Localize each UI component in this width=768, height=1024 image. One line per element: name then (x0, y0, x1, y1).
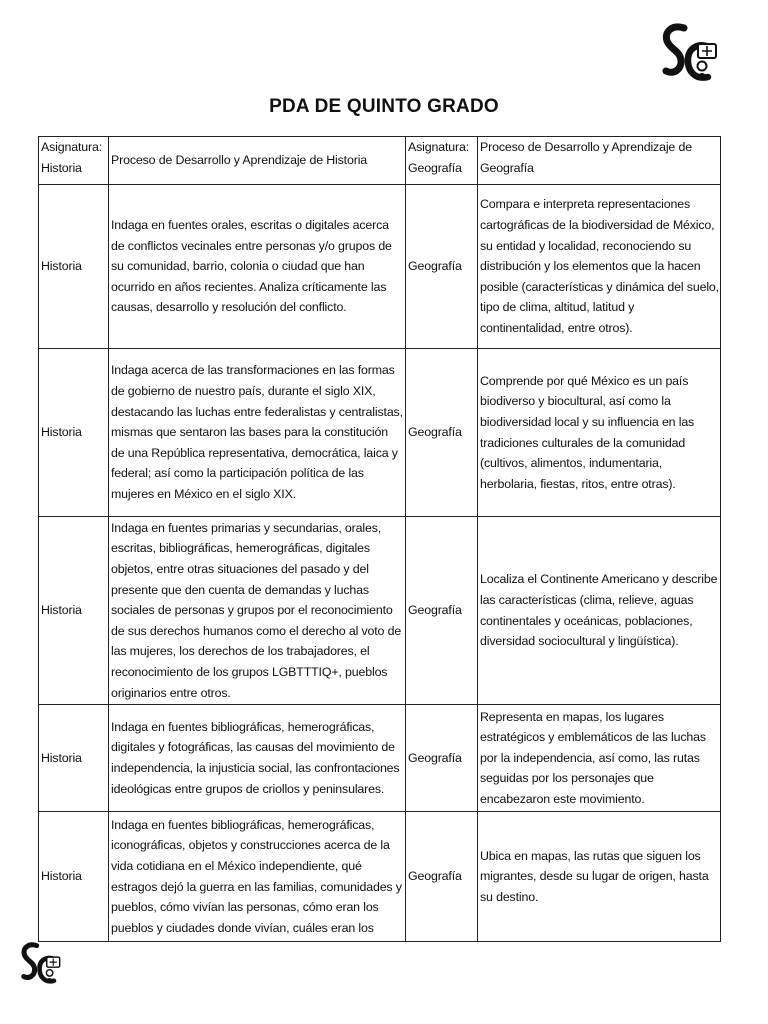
pda-table (38, 136, 721, 942)
pda-geografia-cell: Compara e interpreta representaciones cartográficas de la biodiversidad de México, su entidad y localidad, reconociendo su distribución y los elementos que la hacen posible (características y dinámica del suelo, tipo de clima, altitud, latitud y continentalidad, entre otros). (478, 185, 721, 349)
pda-geografia-cell: Localiza el Continente Americano y describe las características (clima, relieve, aguas continentales y oceánicas, poblaciones, diversidad sociocultural y lingüística). (478, 517, 721, 705)
pda-historia-cell: Indaga en fuentes orales, escritas o digitales acerca de conflictos vecinales entre personas y/o grupos de su comunidad, barrio, colonia o ciudad que han ocurrido en años recientes. Analiza críticamente las causas, desarrollo y resolución del conflicto. (109, 185, 406, 349)
pda-historia-cell: Indaga en fuentes primarias y secundarias, orales, escritas, bibliográficas, hemerográficas, digitales objetos, entre otras situaciones del pasado y del presente que den cuenta de demandas y luchas sociales de personas y grupos por el reconocimiento de sus derechos humanos como el derecho al voto de las mujeres, los derechos de los trabajadores, el reconocimiento de los grupos LGBTTTIQ+, pueblos originarios entre otros. (109, 517, 406, 705)
subject-historia-cell: Historia (39, 517, 109, 705)
table-row (39, 517, 721, 705)
header-proceso-historia: Proceso de Desarrollo y Aprendizaje de Historia (109, 137, 406, 185)
subject-geografia-cell: Geografía (406, 705, 478, 812)
header-asignatura-geografia: Asignatura: Geografía (406, 137, 478, 185)
header-proceso-geografia: Proceso de Desarrollo y Aprendizaje de Geografía (478, 137, 721, 185)
pda-historia-cell: Indaga acerca de las transformaciones en las formas de gobierno de nuestro país, durante el siglo XIX, destacando las luchas entre federalistas y centralistas, mismas que sentaron las bases para la constitución de una República representativa, democrática, laica y federal; así como la participación política de las mujeres en México en el siglo XIX. (109, 349, 406, 517)
subject-geografia-cell: Geografía (406, 812, 478, 942)
subject-geografia-cell: Geografía (406, 349, 478, 517)
subject-geografia-cell: Geografía (406, 185, 478, 349)
table-row (39, 812, 721, 942)
page-title: PDA DE QUINTO GRADO (269, 96, 499, 117)
pda-geografia-cell: Ubica en mapas, las rutas que siguen los migrantes, desde su lugar de origen, hasta su destino. (478, 812, 721, 942)
logo-sc-icon (658, 22, 722, 88)
pda-geografia-cell: Comprende por qué México es un país biodiverso y biocultural, así como la biodiversidad local y su influencia en las tradiciones culturales de la comunidad (cultivos, alimentos, indumentaria, herbolaria, fiestas, ritos, entre otras). (478, 349, 721, 517)
table-row (39, 349, 721, 517)
subject-geografia-cell: Geografía (406, 517, 478, 705)
pda-geografia-cell: Representa en mapas, los lugares estratégicos y emblemáticos de las luchas por la independencia, así como, las rutas seguidas por los personajes que encabezaron este movimiento. (478, 705, 721, 812)
table-row (39, 705, 721, 812)
header-asignatura-historia: Asignatura: Historia (39, 137, 109, 185)
pda-historia-cell (109, 812, 406, 942)
subject-historia-cell: Historia (39, 185, 109, 349)
subject-historia-cell: Historia (39, 812, 109, 942)
pda-historia-cell: Indaga en fuentes bibliográficas, hemerográficas, digitales y fotográficas, las causas del movimiento de independencia, la injusticia social, las confrontaciones ideológicas entre grupos de criollos y peninsulares. (109, 705, 406, 812)
subject-historia-cell: Historia (39, 705, 109, 812)
pda-historia-text: Indaga en fuentes bibliográficas, hemerográficas, iconográficas, objetos y construcciones acerca de la vida cotidiana en el México independiente, qué estragos dejó la guerra en las familias, comunidades y pueblos, cómo vivían las personas, cómo eran los pueblos y ciudades donde vivían, cuáles eran los (111, 817, 402, 935)
table-row (39, 185, 721, 349)
subject-historia-cell: Historia (39, 349, 109, 517)
table-header-row (39, 137, 721, 185)
logo-sc-icon (18, 940, 64, 990)
